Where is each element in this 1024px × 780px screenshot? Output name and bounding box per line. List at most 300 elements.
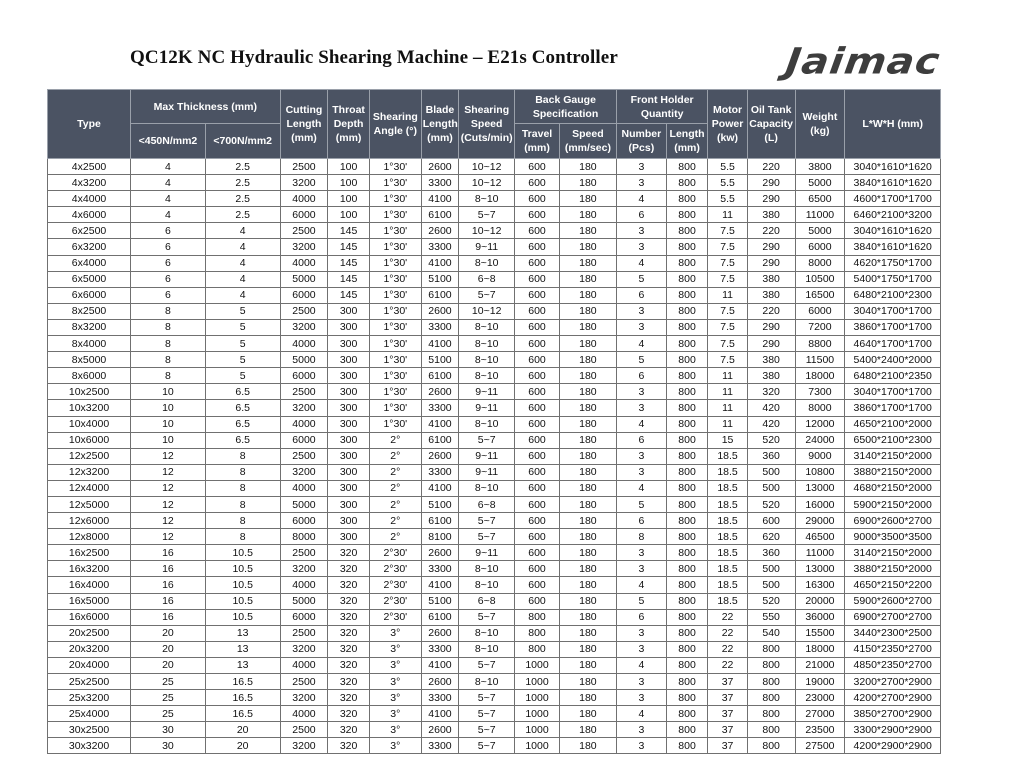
cell-throat-depth: 320 bbox=[328, 625, 370, 641]
cell-throat-depth: 320 bbox=[328, 641, 370, 657]
cell-motor-power: 15 bbox=[708, 432, 747, 448]
cell-oil-tank: 620 bbox=[747, 529, 795, 545]
cell-blade-length: 5100 bbox=[421, 352, 458, 368]
cell-dimensions: 3860*1700*1700 bbox=[845, 319, 941, 335]
cell-blade-length: 6100 bbox=[421, 287, 458, 303]
cell-shearing-speed: 8~10 bbox=[459, 674, 515, 690]
cell-dimensions: 6460*2100*3200 bbox=[845, 207, 941, 223]
cell-gauge-travel: 600 bbox=[515, 175, 560, 191]
cell-oil-tank: 290 bbox=[747, 239, 795, 255]
cell-oil-tank: 800 bbox=[747, 738, 795, 754]
cell-cutting-length: 8000 bbox=[280, 529, 328, 545]
cell-thickness-450: 10 bbox=[131, 384, 206, 400]
cell-throat-depth: 320 bbox=[328, 722, 370, 738]
cell-dimensions: 3880*2150*2000 bbox=[845, 561, 941, 577]
cell-shearing-speed: 6~8 bbox=[459, 496, 515, 512]
cell-thickness-450: 4 bbox=[131, 175, 206, 191]
cell-thickness-450: 25 bbox=[131, 674, 206, 690]
cell-thickness-450: 4 bbox=[131, 207, 206, 223]
table-row bbox=[48, 513, 941, 529]
cell-thickness-450: 6 bbox=[131, 271, 206, 287]
cell-thickness-450: 12 bbox=[131, 513, 206, 529]
cell-dimensions: 5900*2600*2700 bbox=[845, 593, 941, 609]
cell-gauge-travel: 1000 bbox=[515, 722, 560, 738]
cell-dimensions: 4650*2100*2000 bbox=[845, 416, 941, 432]
cell-gauge-travel: 600 bbox=[515, 159, 560, 175]
cell-throat-depth: 100 bbox=[328, 191, 370, 207]
cell-type: 8x2500 bbox=[48, 303, 131, 319]
table-row bbox=[48, 690, 941, 706]
cell-holder-number: 5 bbox=[616, 496, 666, 512]
cell-gauge-speed: 180 bbox=[559, 159, 616, 175]
cell-motor-power: 18.5 bbox=[708, 593, 747, 609]
cell-blade-length: 3300 bbox=[421, 690, 458, 706]
cell-shearing-speed: 5~7 bbox=[459, 690, 515, 706]
cell-throat-depth: 300 bbox=[328, 416, 370, 432]
cell-type: 6x3200 bbox=[48, 239, 131, 255]
cell-shearing-speed: 5~7 bbox=[459, 609, 515, 625]
cell-cutting-length: 3200 bbox=[280, 175, 328, 191]
cell-shearing-angle: 2° bbox=[369, 496, 421, 512]
header-max-thickness: Max Thickness (mm) bbox=[131, 90, 281, 124]
cell-type: 10x3200 bbox=[48, 400, 131, 416]
cell-thickness-450: 16 bbox=[131, 561, 206, 577]
cell-shearing-speed: 8~10 bbox=[459, 336, 515, 352]
cell-gauge-speed: 180 bbox=[559, 400, 616, 416]
cell-shearing-angle: 1°30' bbox=[369, 239, 421, 255]
cell-weight: 46500 bbox=[795, 529, 845, 545]
cell-type: 12x2500 bbox=[48, 448, 131, 464]
cell-cutting-length: 2500 bbox=[280, 223, 328, 239]
cell-dimensions: 3300*2900*2900 bbox=[845, 722, 941, 738]
cell-oil-tank: 500 bbox=[747, 577, 795, 593]
cell-blade-length: 2600 bbox=[421, 674, 458, 690]
cell-shearing-angle: 1°30' bbox=[369, 336, 421, 352]
table-row bbox=[48, 416, 941, 432]
cell-gauge-speed: 180 bbox=[559, 609, 616, 625]
cell-weight: 24000 bbox=[795, 432, 845, 448]
cell-cutting-length: 3200 bbox=[280, 239, 328, 255]
cell-holder-number: 4 bbox=[616, 416, 666, 432]
table-body bbox=[48, 159, 941, 754]
cell-motor-power: 5.5 bbox=[708, 175, 747, 191]
cell-motor-power: 11 bbox=[708, 416, 747, 432]
cell-motor-power: 37 bbox=[708, 706, 747, 722]
cell-type: 25x4000 bbox=[48, 706, 131, 722]
cell-oil-tank: 360 bbox=[747, 448, 795, 464]
cell-holder-number: 8 bbox=[616, 529, 666, 545]
header-shearing-speed: Shearing Speed (Cuts/min) bbox=[459, 90, 515, 159]
cell-oil-tank: 290 bbox=[747, 191, 795, 207]
cell-type: 8x6000 bbox=[48, 368, 131, 384]
cell-gauge-travel: 600 bbox=[515, 287, 560, 303]
page-title: QC12K NC Hydraulic Shearing Machine – E21s Controller bbox=[130, 47, 618, 68]
table-row bbox=[48, 432, 941, 448]
cell-shearing-speed: 8~10 bbox=[459, 416, 515, 432]
cell-motor-power: 22 bbox=[708, 625, 747, 641]
cell-throat-depth: 300 bbox=[328, 384, 370, 400]
cell-throat-depth: 145 bbox=[328, 255, 370, 271]
cell-blade-length: 5100 bbox=[421, 271, 458, 287]
cell-thickness-700: 6.5 bbox=[205, 384, 280, 400]
header-back-gauge-speed: Speed (mm/sec) bbox=[559, 124, 616, 159]
cell-cutting-length: 3200 bbox=[280, 738, 328, 754]
cell-holder-length: 800 bbox=[666, 207, 708, 223]
cell-holder-number: 6 bbox=[616, 609, 666, 625]
cell-blade-length: 4100 bbox=[421, 706, 458, 722]
cell-gauge-speed: 180 bbox=[559, 191, 616, 207]
cell-shearing-angle: 2° bbox=[369, 529, 421, 545]
cell-cutting-length: 4000 bbox=[280, 416, 328, 432]
cell-blade-length: 2600 bbox=[421, 448, 458, 464]
cell-holder-length: 800 bbox=[666, 368, 708, 384]
cell-weight: 12000 bbox=[795, 416, 845, 432]
cell-thickness-450: 10 bbox=[131, 400, 206, 416]
header-thickness-450: <450N/mm2 bbox=[131, 124, 206, 159]
cell-thickness-450: 6 bbox=[131, 223, 206, 239]
cell-thickness-450: 16 bbox=[131, 577, 206, 593]
cell-cutting-length: 2500 bbox=[280, 159, 328, 175]
header-blade-length: Blade Length (mm) bbox=[421, 90, 458, 159]
cell-motor-power: 18.5 bbox=[708, 448, 747, 464]
table-row bbox=[48, 722, 941, 738]
cell-thickness-450: 6 bbox=[131, 255, 206, 271]
cell-thickness-450: 12 bbox=[131, 496, 206, 512]
cell-gauge-travel: 600 bbox=[515, 303, 560, 319]
cell-type: 16x2500 bbox=[48, 545, 131, 561]
cell-shearing-angle: 2°30' bbox=[369, 545, 421, 561]
cell-gauge-speed: 180 bbox=[559, 513, 616, 529]
cell-motor-power: 18.5 bbox=[708, 577, 747, 593]
cell-blade-length: 4100 bbox=[421, 255, 458, 271]
cell-holder-number: 4 bbox=[616, 577, 666, 593]
cell-motor-power: 18.5 bbox=[708, 480, 747, 496]
cell-blade-length: 2600 bbox=[421, 384, 458, 400]
cell-shearing-speed: 9~11 bbox=[459, 545, 515, 561]
cell-oil-tank: 800 bbox=[747, 657, 795, 673]
cell-motor-power: 18.5 bbox=[708, 529, 747, 545]
cell-weight: 27000 bbox=[795, 706, 845, 722]
cell-thickness-700: 6.5 bbox=[205, 400, 280, 416]
cell-throat-depth: 300 bbox=[328, 303, 370, 319]
cell-shearing-speed: 5~7 bbox=[459, 513, 515, 529]
cell-blade-length: 2600 bbox=[421, 159, 458, 175]
cell-shearing-angle: 1°30' bbox=[369, 223, 421, 239]
cell-holder-number: 3 bbox=[616, 561, 666, 577]
cell-type: 30x2500 bbox=[48, 722, 131, 738]
cell-holder-length: 800 bbox=[666, 352, 708, 368]
table-row bbox=[48, 287, 941, 303]
table-row bbox=[48, 657, 941, 673]
cell-cutting-length: 3200 bbox=[280, 561, 328, 577]
cell-holder-length: 800 bbox=[666, 287, 708, 303]
cell-thickness-700: 4 bbox=[205, 271, 280, 287]
cell-motor-power: 7.5 bbox=[708, 303, 747, 319]
cell-oil-tank: 500 bbox=[747, 561, 795, 577]
cell-holder-number: 4 bbox=[616, 336, 666, 352]
cell-type: 12x5000 bbox=[48, 496, 131, 512]
cell-cutting-length: 4000 bbox=[280, 480, 328, 496]
cell-shearing-speed: 9~11 bbox=[459, 384, 515, 400]
cell-holder-length: 800 bbox=[666, 432, 708, 448]
cell-gauge-speed: 180 bbox=[559, 352, 616, 368]
cell-throat-depth: 145 bbox=[328, 239, 370, 255]
cell-shearing-angle: 2°30' bbox=[369, 593, 421, 609]
cell-weight: 16500 bbox=[795, 287, 845, 303]
cell-weight: 23500 bbox=[795, 722, 845, 738]
cell-weight: 11500 bbox=[795, 352, 845, 368]
cell-thickness-700: 2.5 bbox=[205, 175, 280, 191]
cell-holder-number: 3 bbox=[616, 690, 666, 706]
cell-motor-power: 18.5 bbox=[708, 561, 747, 577]
cell-dimensions: 3040*1610*1620 bbox=[845, 223, 941, 239]
cell-type: 8x3200 bbox=[48, 319, 131, 335]
cell-weight: 8800 bbox=[795, 336, 845, 352]
cell-gauge-speed: 180 bbox=[559, 271, 616, 287]
cell-cutting-length: 3200 bbox=[280, 464, 328, 480]
cell-dimensions: 5400*2400*2000 bbox=[845, 352, 941, 368]
cell-shearing-angle: 3° bbox=[369, 625, 421, 641]
cell-shearing-speed: 8~10 bbox=[459, 191, 515, 207]
cell-holder-number: 3 bbox=[616, 464, 666, 480]
cell-dimensions: 3040*1610*1620 bbox=[845, 159, 941, 175]
cell-throat-depth: 300 bbox=[328, 513, 370, 529]
cell-holder-number: 3 bbox=[616, 545, 666, 561]
cell-shearing-angle: 1°30' bbox=[369, 384, 421, 400]
cell-shearing-angle: 2° bbox=[369, 432, 421, 448]
cell-gauge-travel: 600 bbox=[515, 352, 560, 368]
table-row bbox=[48, 384, 941, 400]
cell-cutting-length: 2500 bbox=[280, 384, 328, 400]
header-throat-depth: Throat Depth (mm) bbox=[328, 90, 370, 159]
cell-cutting-length: 6000 bbox=[280, 287, 328, 303]
cell-gauge-speed: 180 bbox=[559, 625, 616, 641]
cell-thickness-700: 6.5 bbox=[205, 416, 280, 432]
cell-type: 20x2500 bbox=[48, 625, 131, 641]
cell-cutting-length: 2500 bbox=[280, 722, 328, 738]
cell-gauge-travel: 600 bbox=[515, 464, 560, 480]
cell-type: 6x2500 bbox=[48, 223, 131, 239]
cell-gauge-speed: 180 bbox=[559, 577, 616, 593]
cell-thickness-700: 10.5 bbox=[205, 593, 280, 609]
cell-shearing-speed: 9~11 bbox=[459, 239, 515, 255]
cell-weight: 15500 bbox=[795, 625, 845, 641]
cell-weight: 8000 bbox=[795, 255, 845, 271]
table-row bbox=[48, 674, 941, 690]
cell-blade-length: 5100 bbox=[421, 593, 458, 609]
cell-shearing-speed: 8~10 bbox=[459, 625, 515, 641]
cell-gauge-travel: 600 bbox=[515, 368, 560, 384]
cell-cutting-length: 4000 bbox=[280, 191, 328, 207]
cell-motor-power: 37 bbox=[708, 690, 747, 706]
cell-dimensions: 3840*1610*1620 bbox=[845, 239, 941, 255]
cell-gauge-speed: 180 bbox=[559, 641, 616, 657]
table-row bbox=[48, 529, 941, 545]
cell-thickness-450: 8 bbox=[131, 368, 206, 384]
cell-motor-power: 7.5 bbox=[708, 271, 747, 287]
cell-shearing-angle: 1°30' bbox=[369, 271, 421, 287]
cell-motor-power: 37 bbox=[708, 722, 747, 738]
table-row bbox=[48, 400, 941, 416]
cell-gauge-travel: 1000 bbox=[515, 674, 560, 690]
cell-holder-number: 6 bbox=[616, 287, 666, 303]
cell-type: 12x8000 bbox=[48, 529, 131, 545]
cell-shearing-speed: 6~8 bbox=[459, 593, 515, 609]
cell-thickness-700: 5 bbox=[205, 368, 280, 384]
cell-blade-length: 4100 bbox=[421, 191, 458, 207]
cell-thickness-700: 2.5 bbox=[205, 207, 280, 223]
cell-type: 6x5000 bbox=[48, 271, 131, 287]
cell-weight: 16300 bbox=[795, 577, 845, 593]
cell-gauge-travel: 600 bbox=[515, 271, 560, 287]
cell-weight: 3800 bbox=[795, 159, 845, 175]
cell-oil-tank: 380 bbox=[747, 287, 795, 303]
header-thickness-700: <700N/mm2 bbox=[205, 124, 280, 159]
cell-dimensions: 4620*1750*1700 bbox=[845, 255, 941, 271]
cell-shearing-speed: 8~10 bbox=[459, 641, 515, 657]
cell-blade-length: 6100 bbox=[421, 513, 458, 529]
table-row bbox=[48, 448, 941, 464]
cell-thickness-700: 8 bbox=[205, 480, 280, 496]
table-row bbox=[48, 738, 941, 754]
cell-shearing-angle: 1°30' bbox=[369, 287, 421, 303]
cell-type: 4x4000 bbox=[48, 191, 131, 207]
table-row bbox=[48, 480, 941, 496]
cell-dimensions: 3140*2150*2000 bbox=[845, 545, 941, 561]
cell-oil-tank: 540 bbox=[747, 625, 795, 641]
cell-weight: 6500 bbox=[795, 191, 845, 207]
cell-shearing-angle: 2° bbox=[369, 464, 421, 480]
cell-cutting-length: 3200 bbox=[280, 400, 328, 416]
cell-type: 16x4000 bbox=[48, 577, 131, 593]
cell-thickness-450: 16 bbox=[131, 609, 206, 625]
cell-thickness-450: 8 bbox=[131, 352, 206, 368]
table-row bbox=[48, 191, 941, 207]
cell-motor-power: 7.5 bbox=[708, 255, 747, 271]
cell-holder-number: 4 bbox=[616, 657, 666, 673]
cell-cutting-length: 2500 bbox=[280, 545, 328, 561]
cell-dimensions: 4650*2150*2200 bbox=[845, 577, 941, 593]
cell-shearing-speed: 5~7 bbox=[459, 432, 515, 448]
cell-cutting-length: 6000 bbox=[280, 609, 328, 625]
cell-shearing-speed: 5~7 bbox=[459, 722, 515, 738]
cell-thickness-450: 4 bbox=[131, 191, 206, 207]
cell-shearing-angle: 1°30' bbox=[369, 368, 421, 384]
cell-holder-length: 800 bbox=[666, 690, 708, 706]
cell-blade-length: 2600 bbox=[421, 545, 458, 561]
cell-dimensions: 4680*2150*2000 bbox=[845, 480, 941, 496]
header-type: Type bbox=[48, 90, 131, 159]
table-row bbox=[48, 239, 941, 255]
cell-dimensions: 3880*2150*2000 bbox=[845, 464, 941, 480]
cell-gauge-speed: 180 bbox=[559, 255, 616, 271]
cell-holder-number: 3 bbox=[616, 223, 666, 239]
cell-gauge-speed: 180 bbox=[559, 657, 616, 673]
cell-shearing-speed: 8~10 bbox=[459, 480, 515, 496]
cell-shearing-angle: 1°30' bbox=[369, 175, 421, 191]
cell-throat-depth: 300 bbox=[328, 464, 370, 480]
cell-thickness-700: 5 bbox=[205, 336, 280, 352]
cell-shearing-angle: 2°30' bbox=[369, 609, 421, 625]
cell-shearing-speed: 6~8 bbox=[459, 271, 515, 287]
cell-throat-depth: 145 bbox=[328, 287, 370, 303]
cell-dimensions: 3840*1610*1620 bbox=[845, 175, 941, 191]
cell-gauge-travel: 600 bbox=[515, 448, 560, 464]
cell-oil-tank: 500 bbox=[747, 480, 795, 496]
cell-shearing-angle: 1°30' bbox=[369, 352, 421, 368]
cell-weight: 18000 bbox=[795, 368, 845, 384]
cell-gauge-speed: 180 bbox=[559, 336, 616, 352]
cell-throat-depth: 300 bbox=[328, 319, 370, 335]
cell-holder-length: 800 bbox=[666, 448, 708, 464]
cell-holder-number: 5 bbox=[616, 352, 666, 368]
cell-gauge-speed: 180 bbox=[559, 416, 616, 432]
header-oil-tank: Oil Tank Capacity (L) bbox=[747, 90, 795, 159]
cell-oil-tank: 520 bbox=[747, 432, 795, 448]
cell-oil-tank: 290 bbox=[747, 255, 795, 271]
cell-type: 16x6000 bbox=[48, 609, 131, 625]
cell-holder-number: 4 bbox=[616, 191, 666, 207]
cell-shearing-speed: 8~10 bbox=[459, 561, 515, 577]
cell-gauge-travel: 600 bbox=[515, 496, 560, 512]
cell-motor-power: 5.5 bbox=[708, 191, 747, 207]
cell-type: 4x2500 bbox=[48, 159, 131, 175]
cell-shearing-speed: 5~7 bbox=[459, 706, 515, 722]
header-front-holder-number: Number (Pcs) bbox=[616, 124, 666, 159]
cell-thickness-450: 25 bbox=[131, 706, 206, 722]
cell-dimensions: 4200*2900*2900 bbox=[845, 738, 941, 754]
cell-blade-length: 6100 bbox=[421, 609, 458, 625]
cell-throat-depth: 320 bbox=[328, 690, 370, 706]
cell-holder-length: 800 bbox=[666, 416, 708, 432]
cell-blade-length: 6100 bbox=[421, 432, 458, 448]
cell-gauge-speed: 180 bbox=[559, 464, 616, 480]
cell-blade-length: 2600 bbox=[421, 722, 458, 738]
cell-gauge-travel: 600 bbox=[515, 480, 560, 496]
cell-thickness-700: 16.5 bbox=[205, 690, 280, 706]
cell-blade-length: 2600 bbox=[421, 303, 458, 319]
cell-gauge-speed: 180 bbox=[559, 287, 616, 303]
cell-weight: 36000 bbox=[795, 609, 845, 625]
header-back-gauge-travel: Travel (mm) bbox=[515, 124, 560, 159]
cell-oil-tank: 380 bbox=[747, 368, 795, 384]
cell-holder-length: 800 bbox=[666, 255, 708, 271]
cell-cutting-length: 6000 bbox=[280, 207, 328, 223]
cell-cutting-length: 2500 bbox=[280, 448, 328, 464]
cell-oil-tank: 220 bbox=[747, 303, 795, 319]
table-row bbox=[48, 625, 941, 641]
cell-blade-length: 3300 bbox=[421, 464, 458, 480]
cell-oil-tank: 380 bbox=[747, 352, 795, 368]
cell-holder-number: 3 bbox=[616, 159, 666, 175]
cell-dimensions: 6900*2600*2700 bbox=[845, 513, 941, 529]
cell-oil-tank: 800 bbox=[747, 706, 795, 722]
table-row bbox=[48, 577, 941, 593]
cell-gauge-speed: 180 bbox=[559, 175, 616, 191]
cell-holder-length: 800 bbox=[666, 529, 708, 545]
cell-thickness-700: 6.5 bbox=[205, 432, 280, 448]
cell-holder-number: 3 bbox=[616, 448, 666, 464]
cell-thickness-450: 12 bbox=[131, 529, 206, 545]
cell-shearing-angle: 1°30' bbox=[369, 191, 421, 207]
cell-weight: 7300 bbox=[795, 384, 845, 400]
cell-type: 16x3200 bbox=[48, 561, 131, 577]
cell-holder-number: 5 bbox=[616, 271, 666, 287]
cell-cutting-length: 3200 bbox=[280, 641, 328, 657]
cell-gauge-speed: 180 bbox=[559, 690, 616, 706]
cell-throat-depth: 320 bbox=[328, 738, 370, 754]
cell-type: 6x4000 bbox=[48, 255, 131, 271]
